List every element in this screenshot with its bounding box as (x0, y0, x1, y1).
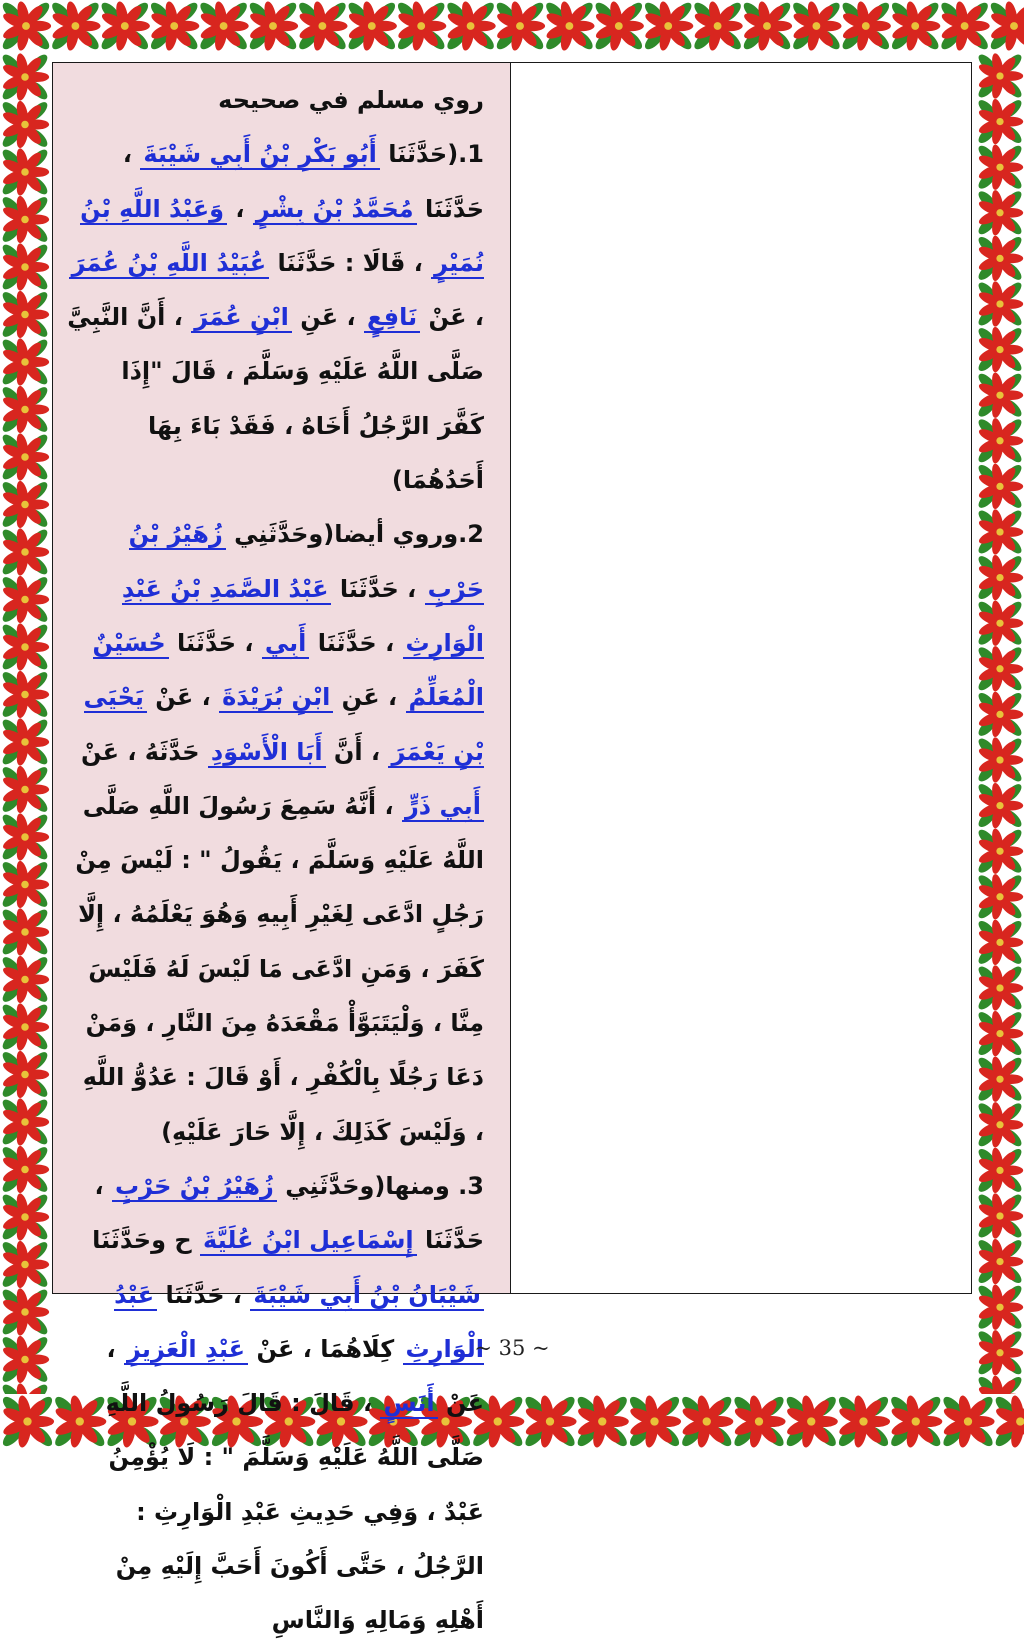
poinsettia-icon (976, 1146, 1024, 1194)
poinsettia-icon (976, 964, 1024, 1012)
poinsettia-icon (0, 1239, 50, 1289)
poinsettia-icon (197, 0, 250, 52)
poinsettia-icon (976, 280, 1024, 328)
narrator-link[interactable]: عُبَيْدُ اللَّهِ بْنُ عُمَرَ (69, 249, 270, 279)
narrator-link[interactable]: شَيْبَانُ بْنُ أَبِي شَيْبَةَ (250, 1281, 484, 1311)
poinsettia-icon (938, 0, 991, 52)
hadith-number: 3. (458, 1172, 484, 1200)
hadith-1: 1.(حَدَّثَنَا أَبُو بَكْرِ بْنُ أَبِي شَيْبَةَ ، حَدَّثَنَا مُحَمَّدُ بْنُ بِشْرٍ ، وَعَبْدُ اللَّهِ بْنُ نُمَيْرٍ ، قَالَا : حَدَّثَنَا عُبَيْدُ اللَّهِ بْنُ عُمَرَ ، عَنْ نَافِعٍ ، عَنِ ابْنِ عُمَرَ ، أَنَّ النَّبِيَّ صَلَّى اللَّهُ عَلَيْهِ وَسَلَّمَ ، قَالَ "إِذَا كَفَّرَ الرَّجُلُ أَخَاهُ ، فَقَدْ بَاءَ بِهَا أَحَدُهُمَا) (67, 127, 484, 507)
poinsettia-icon (0, 574, 50, 624)
hadith-3: 3. ومنها(وحَدَّثَنِي زُهَيْرُ بْنُ حَرْبٍ ، حَدَّثَنَا إِسْمَاعِيل ابْنُ عُلَيَّةَ ح وحَدَّثَنَا شَيْبَانُ بْنُ أَبِي شَيْبَةَ ، حَدَّثَنَا عَبْدُ الْوَارِثِ كِلَاهُمَا ، عَنْ عَبْدِ الْعَزِيزِ ، عَنْ أَنَسٍ ، قَالَ : قَالَ رَسُولُ اللَّهِ صَلَّى اللَّهُ عَلَيْهِ وَسَلَّمَ " : لَا يُؤْمِنُ عَبْدٌ ، وَفِي حَدِيثِ عَبْدِ الْوَارِثِ : الرَّجُلُ ، حَتَّى أَكُونَ أَحَبَّ إِلَيْهِ مِنْ أَهْلِهِ وَمَالِهِ وَالنَّاسِ (67, 1159, 484, 1648)
narrator-link[interactable]: حُسَيْنٌ الْمُعَلِّمُ (93, 629, 484, 713)
narrator-link[interactable]: ابْنِ عُمَرَ (191, 303, 292, 333)
poinsettia-icon (0, 907, 50, 957)
poinsettia-icon (976, 325, 1024, 373)
poinsettia-icon (543, 0, 596, 52)
poinsettia-icon (783, 1394, 839, 1449)
poinsettia-icon (0, 527, 50, 577)
narrator-link[interactable]: عَبْدِ الْعَزِيزِ (124, 1335, 248, 1365)
narrator-link[interactable]: أَبُو بَكْرِ بْنُ أَبِي شَيْبَةَ (140, 140, 379, 170)
hadith-number: 1.( (447, 140, 484, 168)
border-decoration-left (0, 52, 50, 1394)
poinsettia-icon (0, 0, 52, 52)
poinsettia-icon (0, 384, 50, 434)
poinsettia-icon (148, 0, 201, 52)
narrator-link[interactable]: إِسْمَاعِيل ابْنُ عُلَيَّةَ (200, 1226, 417, 1256)
poinsettia-icon (976, 1055, 1024, 1103)
poinsettia-icon (0, 622, 50, 672)
poinsettia-icon (976, 553, 1024, 601)
poinsettia-icon (976, 918, 1024, 966)
poinsettia-icon (0, 954, 50, 1004)
hadith-number: 2. (458, 520, 484, 548)
poinsettia-icon (247, 0, 300, 52)
poinsettia-icon (0, 1192, 50, 1242)
narrator-link[interactable]: نَافِعٍ (364, 303, 420, 333)
narrator-link[interactable]: زُهَيْرُ بْنُ حَرْبٍ (129, 520, 484, 604)
hadith-2: 2.وروي أيضا(وحَدَّثَنِي زُهَيْرُ بْنُ حَرْبٍ ، حَدَّثَنَا عَبْدُ الصَّمَدِ بْنُ عَبْدِ الْوَارِثِ ، حَدَّثَنَا أَبِي ، حَدَّثَنَا حُسَيْنٌ الْمُعَلِّمُ ، عَنِ ابْنِ بُرَيْدَةَ ، عَنْ يَحْيَى بْنِ يَعْمَرَ ، أَنَّ أَبَا الْأَسْوَدِ حَدَّثَهُ ، عَنْ أَبِي ذَرٍّ ، أَنَّهُ سَمِعَ رَسُولَ اللَّهِ صَلَّى اللَّهُ عَلَيْهِ وَسَلَّمَ ، يَقُولُ " : لَيْسَ مِنْ رَجُلٍ ادَّعَى لِغَيْرِ أَبِيهِ وَهُوَ يَعْلَمُهُ ، إِلَّا كَفَرَ ، وَمَنِ ادَّعَى مَا لَيْسَ لَهُ فَلَيْسَ مِنَّا ، وَلْيَتَبَوَّأْ مَقْعَدَهُ مِنَ النَّارِ ، وَمَنْ دَعَا رَجُلًا بِالْكُفْرِ ، أَوْ قَالَ : عَدُوُّ اللَّهِ ، وَلَيْسَ كَذَلِكَ ، إِلَّا حَارَ عَلَيْهِ) (67, 507, 484, 1159)
narrator-link[interactable]: ابْنِ بُرَيْدَةَ (219, 683, 333, 713)
poinsettia-icon (731, 1394, 787, 1449)
poinsettia-icon (976, 1192, 1024, 1240)
poinsettia-icon (627, 1394, 683, 1449)
poinsettia-icon (976, 873, 1024, 921)
poinsettia-icon (992, 1394, 1024, 1449)
poinsettia-icon (976, 417, 1024, 465)
poinsettia-icon (522, 1394, 578, 1449)
narrator-link[interactable]: عَبْدُ الْوَارِثِ (114, 1281, 484, 1365)
poinsettia-icon (0, 1144, 50, 1194)
poinsettia-icon (976, 143, 1024, 191)
poinsettia-icon (0, 337, 50, 387)
narrator-link[interactable]: زُهَيْرُ بْنُ حَرْبٍ (112, 1172, 277, 1202)
poinsettia-icon (0, 812, 50, 862)
poinsettia-icon (976, 599, 1024, 647)
poinsettia-icon (976, 462, 1024, 510)
poinsettia-icon (0, 1382, 50, 1394)
poinsettia-icon (0, 1097, 50, 1147)
narrator-link[interactable]: أَنَسٍ (380, 1389, 437, 1419)
border-decoration-top (0, 0, 1024, 52)
poinsettia-icon (0, 1287, 50, 1337)
poinsettia-icon (976, 1374, 1024, 1394)
poinsettia-icon (976, 97, 1024, 145)
poinsettia-icon (0, 669, 50, 719)
poinsettia-icon (976, 189, 1024, 237)
poinsettia-icon (976, 1009, 1024, 1057)
page-number: ~ 35 ~ (0, 1336, 1024, 1360)
poinsettia-icon (0, 1002, 50, 1052)
poinsettia-icon (976, 371, 1024, 419)
poinsettia-icon (574, 1394, 630, 1449)
poinsettia-icon (395, 0, 448, 52)
narrator-link[interactable]: مُحَمَّدُ بْنُ بِشْرٍ (253, 195, 417, 225)
hadith-text (53, 63, 510, 1648)
poinsettia-icon (0, 1394, 55, 1449)
poinsettia-icon (976, 1237, 1024, 1285)
hadith-text-column (53, 63, 511, 1293)
narrator-link[interactable]: يَحْيَى بْنِ يَعْمَرَ (84, 683, 484, 767)
poinsettia-icon (99, 0, 152, 52)
poinsettia-icon (976, 781, 1024, 829)
poinsettia-icon (0, 859, 50, 909)
poinsettia-icon (940, 1394, 996, 1449)
poinsettia-icon (691, 0, 744, 52)
poinsettia-icon (988, 0, 1024, 52)
poinsettia-icon (0, 717, 50, 767)
poinsettia-icon (0, 289, 50, 339)
narrator-link[interactable]: أَبَا الْأَسْوَدِ (208, 738, 326, 768)
poinsettia-icon (976, 234, 1024, 282)
border-decoration-right (976, 52, 1024, 1394)
poinsettia-icon (976, 1101, 1024, 1149)
empty-column (511, 63, 971, 1293)
poinsettia-icon (976, 508, 1024, 556)
poinsettia-icon (593, 0, 646, 52)
poinsettia-icon (679, 1394, 735, 1449)
poinsettia-icon (0, 242, 50, 292)
poinsettia-icon (976, 827, 1024, 875)
narrator-link[interactable]: أَبِي (262, 629, 310, 659)
poinsettia-icon (346, 0, 399, 52)
poinsettia-icon (0, 479, 50, 529)
narrator-link[interactable]: عَبْدُ الصَّمَدِ بْنُ عَبْدِ الْوَارِثِ (122, 575, 484, 659)
section-heading: روي مسلم في صحيحه (67, 73, 484, 127)
poinsettia-icon (49, 0, 102, 52)
poinsettia-icon (840, 0, 893, 52)
poinsettia-icon (0, 147, 50, 197)
poinsettia-icon (0, 99, 50, 149)
poinsettia-icon (976, 736, 1024, 784)
poinsettia-icon (0, 1049, 50, 1099)
poinsettia-icon (0, 432, 50, 482)
narrator-link[interactable]: أَبِي ذَرٍّ (402, 792, 484, 822)
poinsettia-icon (494, 0, 547, 52)
poinsettia-icon (976, 690, 1024, 738)
poinsettia-icon (0, 194, 50, 244)
poinsettia-icon (976, 1283, 1024, 1331)
poinsettia-icon (888, 1394, 944, 1449)
content-frame (52, 62, 972, 1294)
poinsettia-icon (741, 0, 794, 52)
poinsettia-icon (0, 52, 50, 102)
poinsettia-icon (976, 645, 1024, 693)
poinsettia-icon (642, 0, 695, 52)
poinsettia-icon (790, 0, 843, 52)
narrator-link[interactable]: وَعَبْدُ اللَّهِ بْنُ نُمَيْرٍ (80, 195, 484, 279)
poinsettia-icon (976, 52, 1024, 100)
poinsettia-icon (296, 0, 349, 52)
poinsettia-icon (889, 0, 942, 52)
poinsettia-icon (836, 1394, 892, 1449)
poinsettia-icon (0, 764, 50, 814)
poinsettia-icon (444, 0, 497, 52)
